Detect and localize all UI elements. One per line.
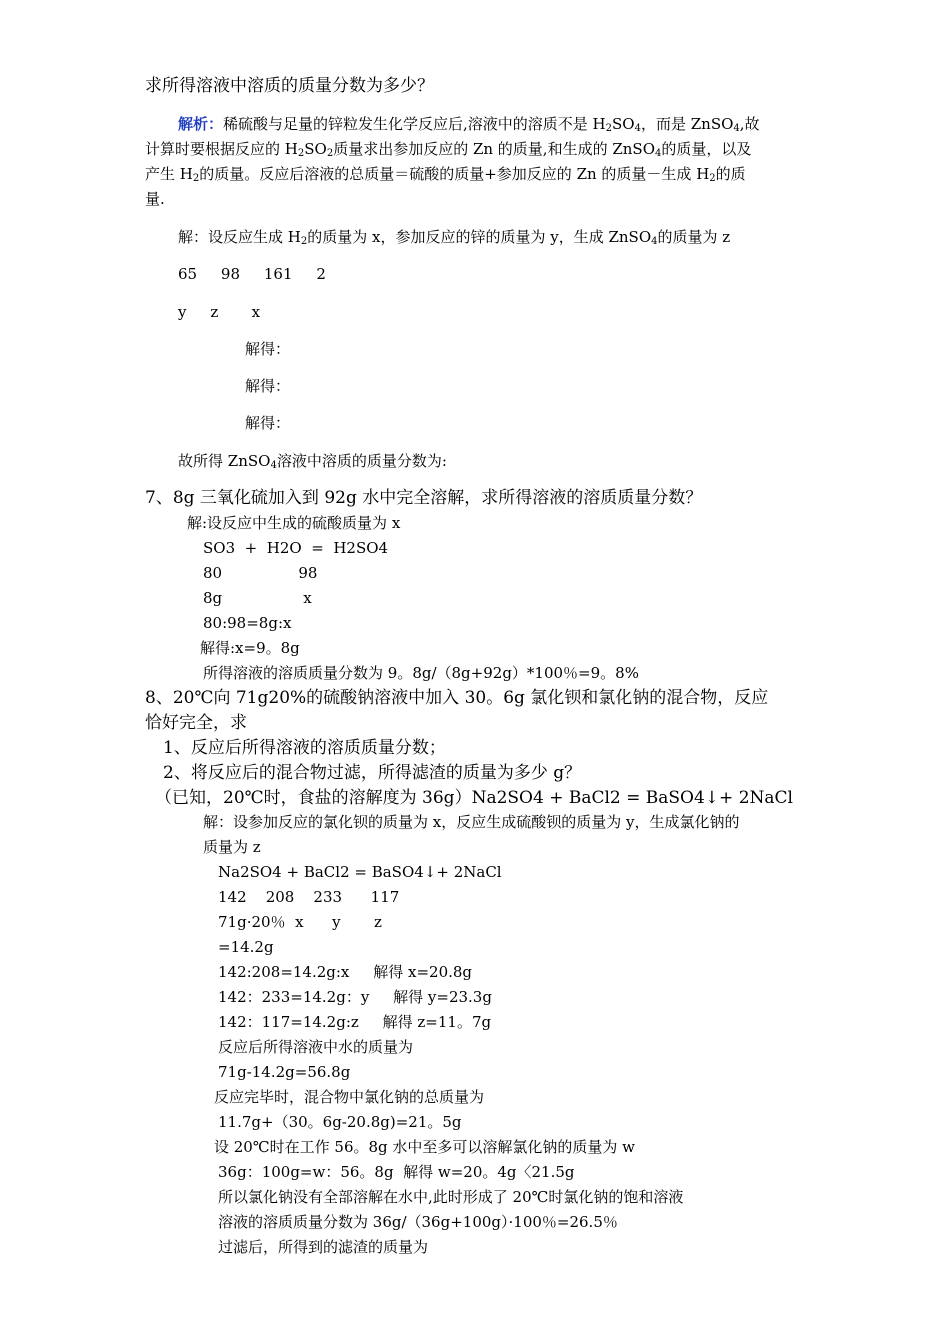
q7-line: 80 98 — [203, 564, 318, 582]
q8-title-line-2: 恰好完全，求 — [145, 713, 247, 733]
q8-solution-line-1: 解：设参加反应的氯化钡的质量为 x，反应生成硫酸钡的质量为 y，生成氯化钠的 — [203, 813, 740, 831]
q8-subquestion-2: 2、将反应后的混合物过滤，所得滤渣的质量为多少 g？ — [163, 763, 582, 783]
q8-given: （已知，20℃时，食盐的溶解度为 36g）Na2SO4 + BaCl2 = BaSO4↓+ 2NaCl — [155, 788, 793, 808]
q8-line: 142:208=14.2g:x 解得 x=20.8g — [218, 963, 473, 981]
q8-subquestion-1: 1、反应后所得溶液的溶质质量分数； — [163, 738, 446, 758]
q8-line: 11.7g+（30。6g-20.8g)=21。5g — [218, 1113, 462, 1131]
q8-line: 71g·20％ x y z — [218, 913, 382, 931]
q8-line: 反应完毕时，混合物中氯化钠的总质量为 — [214, 1088, 485, 1106]
q7-title: 7、8g 三氧化硫加入到 92g 水中完全溶解，求所得溶液的溶质质量分数？ — [145, 488, 703, 508]
q8-line: =14.2g — [218, 938, 274, 956]
q8-line: 反应后所得溶液中水的质量为 — [218, 1038, 414, 1056]
analysis-line-2: 计算时要根据反应的 $H_2SO_2$质量求出参加反应的 Zn 的质量,和生成的 ZnSO$_4$的质量，以及 — [145, 140, 752, 159]
q8-line: 过滤后，所得到的滤渣的质量为 — [218, 1238, 429, 1256]
q8-line: 溶液的溶质质量分数为 36g/（36g+100g）·100％=26.5％ — [218, 1213, 618, 1231]
q8-line: 142 208 233 117 — [218, 888, 400, 906]
solution-variable-row: y z x — [178, 303, 261, 321]
q7-line: 解:设反应中生成的硫酸质量为 x — [187, 514, 401, 532]
q8-line: 71g-14.2g=56.8g — [218, 1063, 351, 1081]
analysis-label: 解析： — [178, 115, 224, 133]
solve-label-2: 解得： — [245, 377, 291, 395]
q8-line: Na2SO4 + BaCl2 = BaSO4↓+ 2NaCl — [218, 863, 502, 881]
solution-setup: 解：设反应生成 $H_2$的质量为 x，参加反应的锌的质量为 y，生成 ZnSO$_4$的质量为 z — [178, 228, 731, 247]
solution-conclusion: 故所得 ZnSO$_4$溶液中溶质的质量分数为: — [178, 452, 447, 471]
q8-line: 所以氯化钠没有全部溶解在水中,此时形成了 20℃时氯化钠的饱和溶液 — [218, 1188, 684, 1206]
q7-line: 80:98=8g:x — [203, 614, 292, 632]
q7-line: 解得:x=9。8g — [200, 639, 300, 657]
q7-line: 所得溶液的溶质质量分数为 9。8g/（8g+92g）*100％=9。8% — [203, 664, 639, 682]
analysis-line-3: 产生 $H_2$的质量。反应后溶液的总质量＝硫酸的质量+参加反应的 Zn 的质量－生成 $H_2$的质 — [145, 165, 746, 184]
solution-ratio-row: 65 98 161 2 — [178, 265, 326, 283]
q8-solution-line-2: 质量为 z — [203, 838, 261, 856]
solve-label-3: 解得： — [245, 414, 291, 432]
q7-line: SO3 + H2O = H2SO4 — [203, 539, 389, 557]
q8-line: 36g：100g=w：56。8g 解得 w=20。4g〈21.5g — [218, 1163, 575, 1181]
q8-line: 142：233=14.2g：y 解得 y=23.3g — [218, 988, 492, 1006]
q8-title-line-1: 8、20℃向 71g20%的硫酸钠溶液中加入 30。6g 氯化钡和氯化钠的混合物，反应 — [145, 688, 769, 708]
analysis-line-4: 量. — [145, 190, 165, 208]
q8-line: 142：117=14.2g:z 解得 z=11。7g — [218, 1013, 492, 1031]
q8-line: 设 20℃时在工作 56。8g 水中至多可以溶解氯化钠的质量为 w — [214, 1138, 636, 1156]
q7-line: 8g x — [203, 589, 312, 607]
intro-question: 求所得溶液中溶质的质量分数为多少？ — [145, 76, 434, 96]
solve-label-1: 解得： — [245, 340, 291, 358]
analysis-line-1: 解析：稀硫酸与足量的锌粒发生化学反应后,溶液中的溶质不是 $H_2SO_4$，而是 ZnSO$_4$,故 — [178, 115, 760, 134]
